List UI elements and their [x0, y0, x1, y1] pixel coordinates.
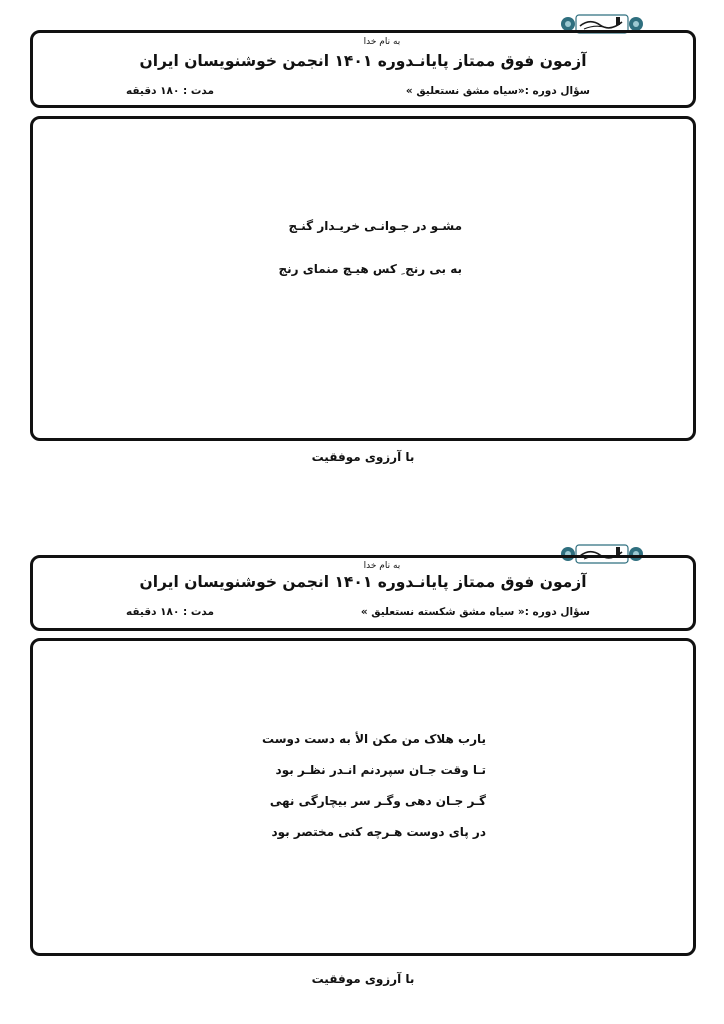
footer-wish: با آرزوی موفقیت [311, 450, 415, 464]
footer-wish: با آرزوی موفقیت [311, 972, 415, 986]
poem-line: به بی رنج ِ کس هیـچ منمای رنج [278, 262, 462, 276]
poem-line: مشـو در جـوانـی خریـدار گنـج [288, 219, 462, 233]
poem-line: در پای دوست هـرچه کنی مختصر بود [271, 825, 486, 839]
duration-label: مدت : ۱۸۰ دقیقه [126, 606, 215, 618]
question-label: سؤال دوره :«سیاه مشق نستعلیق » [405, 85, 590, 97]
duration-label: مدت : ۱۸۰ دقیقه [126, 85, 215, 97]
exam-title: آزمون فوق ممتاز پایانـدوره ۱۴۰۱ انجمن خوشنویسان ایران [139, 52, 587, 70]
poem-line: گـر جـان دهی وگـر سر بیچارگی نهی [269, 794, 486, 808]
poem-line: تـا وقت جـان سپردنم انـدر نظـر بود [275, 763, 486, 777]
bismillah: به نام خدا [363, 37, 401, 47]
bismillah: به نام خدا [363, 561, 401, 571]
exam-title: آزمون فوق ممتاز پایانـدوره ۱۴۰۱ انجمن خوشنویسان ایران [139, 573, 587, 591]
poem-line: یارب هلاک من مکن الأ به دست دوست [262, 732, 486, 746]
question-label: سؤال دوره :« سیاه مشق شکسته نستعلیق » [360, 606, 590, 618]
question-box [30, 116, 696, 441]
